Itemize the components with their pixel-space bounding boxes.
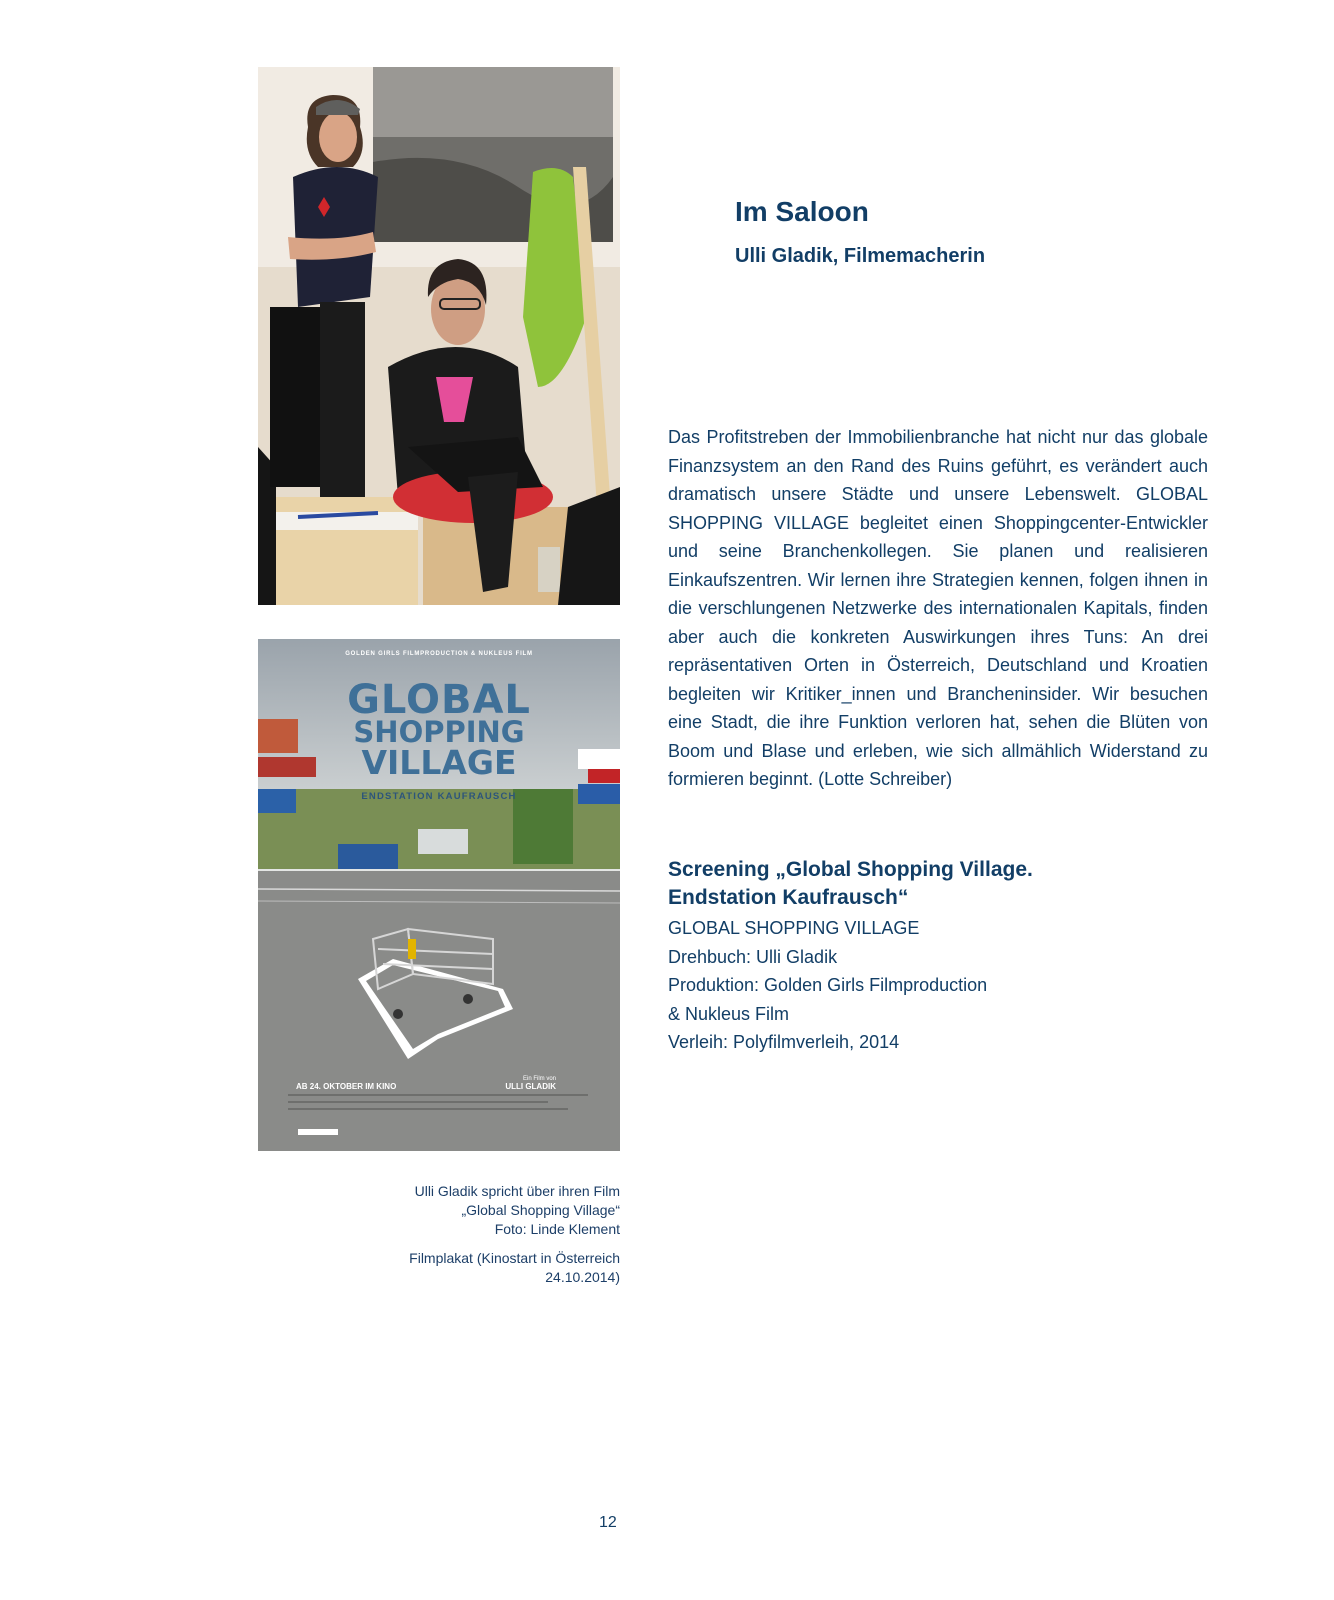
credit-item: Verleih: Polyfilmverleih, 2014: [668, 1032, 900, 1052]
poster-title-line2: SHOPPING: [353, 715, 525, 749]
photo-caption: [320, 1182, 620, 1239]
photo-credit: Foto: Linde Klement: [494, 1221, 620, 1237]
credit-item: GLOBAL SHOPPING VILLAGE: [668, 918, 920, 938]
poster-caption-line: Filmplakat (Kinostart in Österreich: [409, 1250, 620, 1266]
poster-title: [258, 677, 620, 782]
film-poster: [258, 639, 620, 1151]
body-text: Das Profitstreben der Immobilienbranche hat nicht nur das globale Finanzsystem an den Rand des Ruins geführt, es verändert auch dramatisch unsere Städte und unsere Lebenswelt. GLOBAL SHOPPING VILLAGE begleitet einen Shoppingcenter-Entwickler und seine Branchenkollegen. Sie planen und realisieren Einkaufszentren. Wir lernen ihre Strategien kennen, folgen ihnen in die verschlungenen Netzwerke des internationalen Kapitals, finden aber auch die konkreten Auswirkungen ihres Tuns: An drei repräsentativen Orten in Österreich, Deutschland und Kroatien begleiten wir Kritiker_innen und Brancheninsider. Wir besuchen eine Stadt, die ihre Funktion verloren hat, sehen die Blüten von Boom und Blase und erleben, wie sich allmählich Widerstand zu formieren beginnt. (Lotte Schreiber): [668, 427, 1208, 789]
poster-title-line1: GLOBAL: [347, 677, 531, 723]
screening-title: [668, 856, 1228, 912]
photo-caption-line: Ulli Gladik spricht über ihren Film: [414, 1183, 620, 1199]
page-title: Im Saloon: [735, 196, 869, 227]
screening-title-line: Endstation Kaufrausch“: [668, 886, 909, 909]
screening-title-line: Screening „Global Shopping Village.: [668, 858, 1033, 881]
event-photo-image: [258, 67, 620, 605]
poster-title-line3: VILLAGE: [361, 742, 517, 782]
credit-item: & Nukleus Film: [668, 1003, 790, 1024]
event-photo: [258, 67, 620, 605]
poster-release-date: AB 24. OKTOBER IM KINO: [296, 1082, 397, 1091]
poster-kicker: GOLDEN GIRLS FILMPRODUCTION & NUKLEUS FILM: [345, 651, 533, 657]
poster-director: [505, 1076, 556, 1091]
photo-caption-line: „Global Shopping Village“: [461, 1202, 620, 1218]
poster-caption: [320, 1249, 620, 1287]
poster-subtitle: ENDSTATION KAUFRAUSCH: [361, 791, 517, 802]
credit-item: Drehbuch: Ulli Gladik: [668, 946, 838, 967]
poster-caption-line: 24.10.2014): [545, 1269, 620, 1285]
film-credits: [668, 914, 1228, 1057]
page-number: 12: [599, 1514, 617, 1531]
poster-director-intro: Ein Film von: [522, 1076, 556, 1082]
poster-director-name: ULLI GLADIK: [505, 1082, 556, 1091]
credit-item: Produktion: Golden Girls Filmproduction: [668, 975, 988, 995]
page-subtitle: Ulli Gladik, Filmemacherin: [735, 245, 986, 267]
